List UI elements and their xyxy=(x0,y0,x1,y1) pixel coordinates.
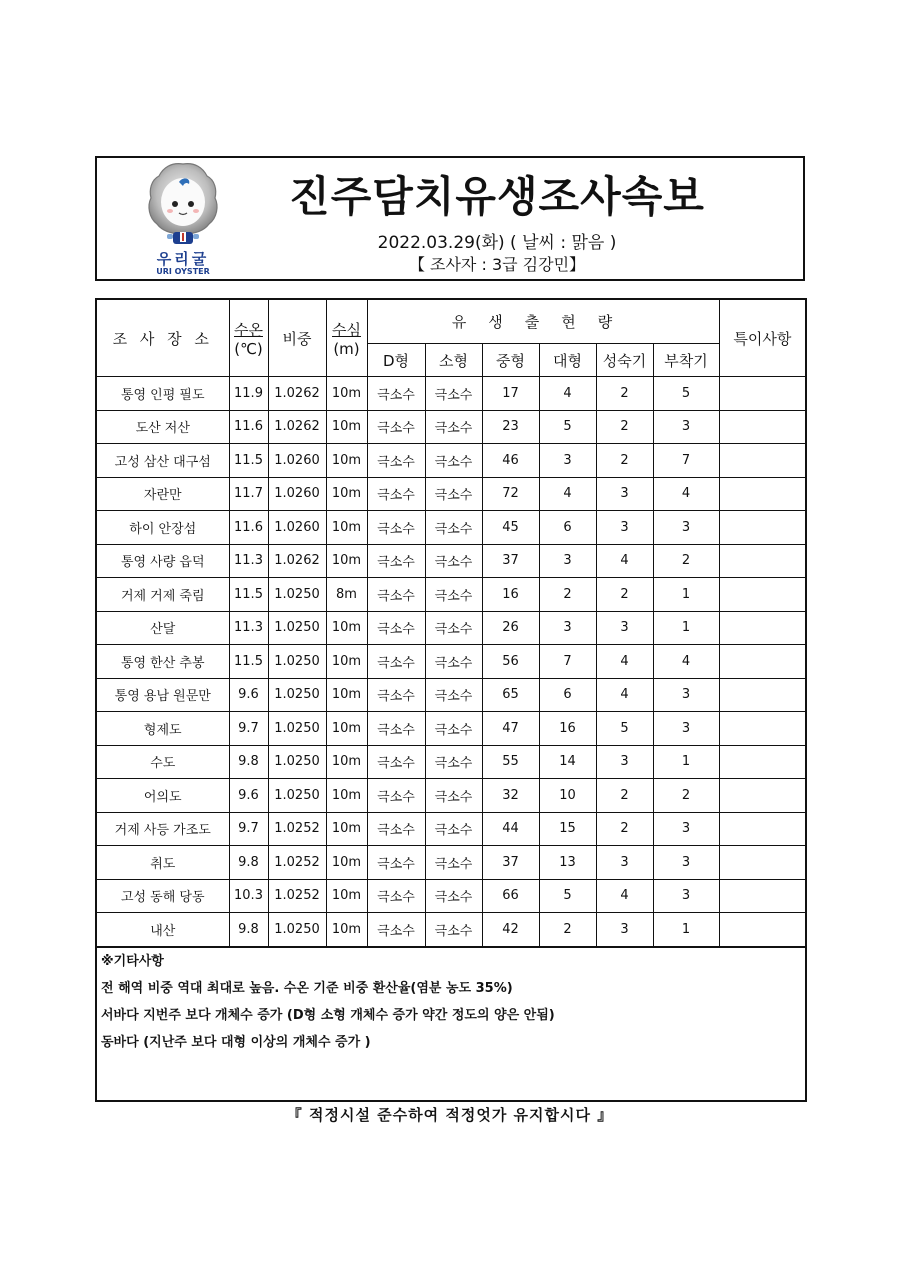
cell-depth: 10m xyxy=(326,544,367,578)
cell-water-temp: 11.7 xyxy=(229,477,268,511)
cell-large: 4 xyxy=(539,377,596,411)
cell-large: 7 xyxy=(539,645,596,679)
cell-location: 하이 안장섬 xyxy=(96,511,229,545)
cell-medium: 45 xyxy=(482,511,539,545)
cell-mature: 2 xyxy=(596,410,653,444)
cell-remarks xyxy=(719,578,806,612)
cell-specific-gravity: 1.0250 xyxy=(268,678,326,712)
cell-depth: 10m xyxy=(326,879,367,913)
cell-d-type: 극소수 xyxy=(367,544,425,578)
cell-remarks xyxy=(719,846,806,880)
cell-depth: 10m xyxy=(326,712,367,746)
cell-location: 도산 저산 xyxy=(96,410,229,444)
header-large: 대형 xyxy=(539,344,596,377)
cell-depth: 10m xyxy=(326,745,367,779)
cell-remarks xyxy=(719,678,806,712)
header-depth-label: 수심 xyxy=(332,320,361,339)
cell-mature: 4 xyxy=(596,678,653,712)
cell-attachment: 3 xyxy=(653,846,719,880)
table-row xyxy=(96,846,806,880)
cell-depth: 10m xyxy=(326,779,367,813)
cell-large: 3 xyxy=(539,611,596,645)
header-larvae-group: 유생출현량 xyxy=(367,299,719,344)
cell-large: 2 xyxy=(539,913,596,947)
cell-specific-gravity: 1.0260 xyxy=(268,511,326,545)
cell-location: 거제 사등 가조도 xyxy=(96,812,229,846)
notes-cell xyxy=(96,947,806,1101)
header-location: 조 사 장 소 xyxy=(96,299,229,377)
cell-medium: 55 xyxy=(482,745,539,779)
header-remarks: 특이사항 xyxy=(719,299,806,377)
header-specific-gravity: 비중 xyxy=(268,299,326,377)
cell-remarks xyxy=(719,611,806,645)
cell-location: 어의도 xyxy=(96,779,229,813)
cell-small: 극소수 xyxy=(425,846,482,880)
page-title: 진주담치유생조사속보 xyxy=(289,172,705,221)
cell-specific-gravity: 1.0252 xyxy=(268,846,326,880)
cell-water-temp: 11.9 xyxy=(229,377,268,411)
header-attachment: 부착기 xyxy=(653,344,719,377)
cell-water-temp: 11.3 xyxy=(229,544,268,578)
cell-remarks xyxy=(719,913,806,947)
cell-depth: 10m xyxy=(326,477,367,511)
cell-large: 3 xyxy=(539,544,596,578)
cell-small: 극소수 xyxy=(425,511,482,545)
cell-remarks xyxy=(719,477,806,511)
cell-location: 내산 xyxy=(96,913,229,947)
cell-attachment: 7 xyxy=(653,444,719,478)
table-row xyxy=(96,913,806,947)
cell-medium: 47 xyxy=(482,712,539,746)
header-medium: 중형 xyxy=(482,344,539,377)
logo xyxy=(133,160,233,278)
cell-mature: 2 xyxy=(596,444,653,478)
header-water-temp-unit: (℃) xyxy=(234,339,263,358)
cell-depth: 10m xyxy=(326,511,367,545)
cell-depth: 10m xyxy=(326,812,367,846)
table-row xyxy=(96,410,806,444)
table-row xyxy=(96,611,806,645)
header-water-temp-label: 수온 xyxy=(234,320,263,339)
cell-remarks xyxy=(719,444,806,478)
cell-medium: 46 xyxy=(482,444,539,478)
cell-location: 고성 동해 당동 xyxy=(96,879,229,913)
cell-attachment: 3 xyxy=(653,812,719,846)
cell-attachment: 5 xyxy=(653,377,719,411)
slogan: 『 적정시설 준수하여 적정엇가 유지합시다 』 xyxy=(286,1106,614,1124)
header-d-type: D형 xyxy=(367,344,425,377)
header-row-1 xyxy=(96,299,806,344)
cell-medium: 65 xyxy=(482,678,539,712)
cell-specific-gravity: 1.0262 xyxy=(268,544,326,578)
cell-large: 16 xyxy=(539,712,596,746)
table-row xyxy=(96,511,806,545)
date-weather: 2022.03.29(화) ( 날씨 : 맑음 ) xyxy=(377,233,617,253)
cell-mature: 4 xyxy=(596,645,653,679)
cell-attachment: 3 xyxy=(653,879,719,913)
cell-water-temp: 9.8 xyxy=(229,913,268,947)
table-row xyxy=(96,678,806,712)
cell-location: 통영 한산 추봉 xyxy=(96,645,229,679)
cell-d-type: 극소수 xyxy=(367,712,425,746)
cell-location: 거제 거제 죽림 xyxy=(96,578,229,612)
cell-small: 극소수 xyxy=(425,712,482,746)
cell-location: 통영 인평 필도 xyxy=(96,377,229,411)
cell-d-type: 극소수 xyxy=(367,377,425,411)
cell-attachment: 3 xyxy=(653,511,719,545)
cell-d-type: 극소수 xyxy=(367,511,425,545)
cell-mature: 4 xyxy=(596,544,653,578)
cell-water-temp: 11.5 xyxy=(229,578,268,612)
cell-attachment: 3 xyxy=(653,712,719,746)
cell-mature: 2 xyxy=(596,377,653,411)
cell-depth: 10m xyxy=(326,377,367,411)
cell-d-type: 극소수 xyxy=(367,812,425,846)
cell-depth: 10m xyxy=(326,444,367,478)
cell-d-type: 극소수 xyxy=(367,913,425,947)
cell-attachment: 1 xyxy=(653,578,719,612)
table-row xyxy=(96,645,806,679)
cell-water-temp: 9.6 xyxy=(229,678,268,712)
cell-large: 5 xyxy=(539,879,596,913)
table-row xyxy=(96,544,806,578)
cell-attachment: 1 xyxy=(653,913,719,947)
cell-d-type: 극소수 xyxy=(367,678,425,712)
cell-mature: 3 xyxy=(596,745,653,779)
cell-medium: 72 xyxy=(482,477,539,511)
cell-depth: 10m xyxy=(326,678,367,712)
cell-mature: 3 xyxy=(596,846,653,880)
cell-remarks xyxy=(719,879,806,913)
cell-depth: 10m xyxy=(326,846,367,880)
cell-attachment: 4 xyxy=(653,645,719,679)
cell-medium: 44 xyxy=(482,812,539,846)
cell-small: 극소수 xyxy=(425,678,482,712)
cell-specific-gravity: 1.0260 xyxy=(268,477,326,511)
cell-specific-gravity: 1.0250 xyxy=(268,745,326,779)
cell-small: 극소수 xyxy=(425,913,482,947)
cell-d-type: 극소수 xyxy=(367,477,425,511)
cell-depth: 10m xyxy=(326,913,367,947)
cell-attachment: 1 xyxy=(653,611,719,645)
cell-small: 극소수 xyxy=(425,377,482,411)
cell-d-type: 극소수 xyxy=(367,645,425,679)
cell-specific-gravity: 1.0252 xyxy=(268,812,326,846)
cell-small: 극소수 xyxy=(425,812,482,846)
table-row xyxy=(96,477,806,511)
cell-d-type: 극소수 xyxy=(367,578,425,612)
table-row xyxy=(96,879,806,913)
cell-d-type: 극소수 xyxy=(367,444,425,478)
cell-medium: 56 xyxy=(482,645,539,679)
cell-mature: 2 xyxy=(596,578,653,612)
cell-water-temp: 10.3 xyxy=(229,879,268,913)
cell-specific-gravity: 1.0250 xyxy=(268,611,326,645)
cell-small: 극소수 xyxy=(425,745,482,779)
cell-small: 극소수 xyxy=(425,544,482,578)
report-header xyxy=(95,156,805,281)
cell-water-temp: 11.5 xyxy=(229,645,268,679)
cell-medium: 32 xyxy=(482,779,539,813)
cell-mature: 2 xyxy=(596,779,653,813)
cell-location: 수도 xyxy=(96,745,229,779)
header-mature: 성숙기 xyxy=(596,344,653,377)
header-water-temp xyxy=(229,299,268,377)
table-row xyxy=(96,745,806,779)
cell-d-type: 극소수 xyxy=(367,745,425,779)
cell-attachment: 4 xyxy=(653,477,719,511)
cell-medium: 37 xyxy=(482,846,539,880)
cell-depth: 10m xyxy=(326,410,367,444)
cell-attachment: 1 xyxy=(653,745,719,779)
cell-large: 14 xyxy=(539,745,596,779)
cell-specific-gravity: 1.0250 xyxy=(268,645,326,679)
cell-remarks xyxy=(719,645,806,679)
table-row xyxy=(96,377,806,411)
cell-depth: 10m xyxy=(326,611,367,645)
cell-d-type: 극소수 xyxy=(367,879,425,913)
cell-d-type: 극소수 xyxy=(367,779,425,813)
inspector: 【 조사자 : 3급 김강민】 xyxy=(408,255,586,274)
notes-row xyxy=(96,947,806,1101)
cell-remarks xyxy=(719,745,806,779)
note-line: 동바다 (지난주 보다 대형 이상의 개체수 증가 ) xyxy=(101,1034,371,1050)
cell-medium: 17 xyxy=(482,377,539,411)
cell-location: 통영 용남 원문만 xyxy=(96,678,229,712)
cell-large: 4 xyxy=(539,477,596,511)
cell-water-temp: 9.8 xyxy=(229,745,268,779)
cell-medium: 16 xyxy=(482,578,539,612)
cell-location: 취도 xyxy=(96,846,229,880)
table-row xyxy=(96,444,806,478)
cell-location: 형제도 xyxy=(96,712,229,746)
cell-location: 통영 사량 읍덕 xyxy=(96,544,229,578)
header-small: 소형 xyxy=(425,344,482,377)
cell-large: 3 xyxy=(539,444,596,478)
cell-location: 고성 삼산 대구섬 xyxy=(96,444,229,478)
cell-attachment: 2 xyxy=(653,779,719,813)
cell-water-temp: 11.5 xyxy=(229,444,268,478)
cell-remarks xyxy=(719,511,806,545)
cell-d-type: 극소수 xyxy=(367,846,425,880)
cell-location: 산달 xyxy=(96,611,229,645)
cell-medium: 66 xyxy=(482,879,539,913)
cell-large: 2 xyxy=(539,578,596,612)
cell-mature: 4 xyxy=(596,879,653,913)
cell-medium: 42 xyxy=(482,913,539,947)
larvae-survey-table xyxy=(95,298,807,1102)
cell-attachment: 2 xyxy=(653,544,719,578)
table-row xyxy=(96,779,806,813)
cell-water-temp: 9.7 xyxy=(229,712,268,746)
cell-small: 극소수 xyxy=(425,611,482,645)
cell-water-temp: 9.6 xyxy=(229,779,268,813)
cell-attachment: 3 xyxy=(653,678,719,712)
cell-mature: 3 xyxy=(596,511,653,545)
table-row xyxy=(96,812,806,846)
cell-mature: 2 xyxy=(596,812,653,846)
cell-mature: 3 xyxy=(596,611,653,645)
cell-small: 극소수 xyxy=(425,444,482,478)
cell-location: 자란만 xyxy=(96,477,229,511)
cell-small: 극소수 xyxy=(425,879,482,913)
cell-d-type: 극소수 xyxy=(367,611,425,645)
cell-small: 극소수 xyxy=(425,645,482,679)
cell-remarks xyxy=(719,410,806,444)
cell-large: 6 xyxy=(539,511,596,545)
cell-medium: 26 xyxy=(482,611,539,645)
cell-attachment: 3 xyxy=(653,410,719,444)
table-row xyxy=(96,578,806,612)
logo-text-korean: 우리굴 xyxy=(156,250,210,268)
note-line: 서바다 지번주 보다 개체수 증가 (D형 소형 개체수 증가 약간 정도의 양은 안됨) xyxy=(101,1007,555,1023)
header-depth xyxy=(326,299,367,377)
cell-specific-gravity: 1.0250 xyxy=(268,779,326,813)
cell-large: 6 xyxy=(539,678,596,712)
logo-text-english: URI OYSTER xyxy=(156,267,210,276)
cell-d-type: 극소수 xyxy=(367,410,425,444)
cell-large: 13 xyxy=(539,846,596,880)
cell-water-temp: 11.3 xyxy=(229,611,268,645)
cell-specific-gravity: 1.0252 xyxy=(268,879,326,913)
cell-specific-gravity: 1.0250 xyxy=(268,712,326,746)
cell-water-temp: 9.7 xyxy=(229,812,268,846)
header-depth-unit: (m) xyxy=(333,339,360,358)
cell-depth: 10m xyxy=(326,645,367,679)
cell-specific-gravity: 1.0262 xyxy=(268,377,326,411)
oyster-mascot-icon xyxy=(133,160,233,248)
table-row xyxy=(96,712,806,746)
cell-mature: 3 xyxy=(596,477,653,511)
cell-large: 10 xyxy=(539,779,596,813)
cell-mature: 5 xyxy=(596,712,653,746)
cell-medium: 23 xyxy=(482,410,539,444)
cell-small: 극소수 xyxy=(425,779,482,813)
cell-water-temp: 9.8 xyxy=(229,846,268,880)
cell-small: 극소수 xyxy=(425,410,482,444)
cell-depth: 8m xyxy=(326,578,367,612)
cell-specific-gravity: 1.0250 xyxy=(268,578,326,612)
cell-medium: 37 xyxy=(482,544,539,578)
cell-large: 5 xyxy=(539,410,596,444)
note-line: 전 해역 비중 역대 최대로 높음. 수온 기준 비중 환산율(염분 농도 35%) xyxy=(101,980,513,996)
cell-remarks xyxy=(719,712,806,746)
cell-remarks xyxy=(719,812,806,846)
cell-small: 극소수 xyxy=(425,578,482,612)
cell-remarks xyxy=(719,779,806,813)
cell-remarks xyxy=(719,377,806,411)
cell-small: 극소수 xyxy=(425,477,482,511)
cell-water-temp: 11.6 xyxy=(229,410,268,444)
notes-title: ※기타사항 xyxy=(101,953,164,969)
cell-water-temp: 11.6 xyxy=(229,511,268,545)
cell-specific-gravity: 1.0250 xyxy=(268,913,326,947)
cell-specific-gravity: 1.0260 xyxy=(268,444,326,478)
cell-large: 15 xyxy=(539,812,596,846)
cell-remarks xyxy=(719,544,806,578)
cell-mature: 3 xyxy=(596,913,653,947)
cell-specific-gravity: 1.0262 xyxy=(268,410,326,444)
